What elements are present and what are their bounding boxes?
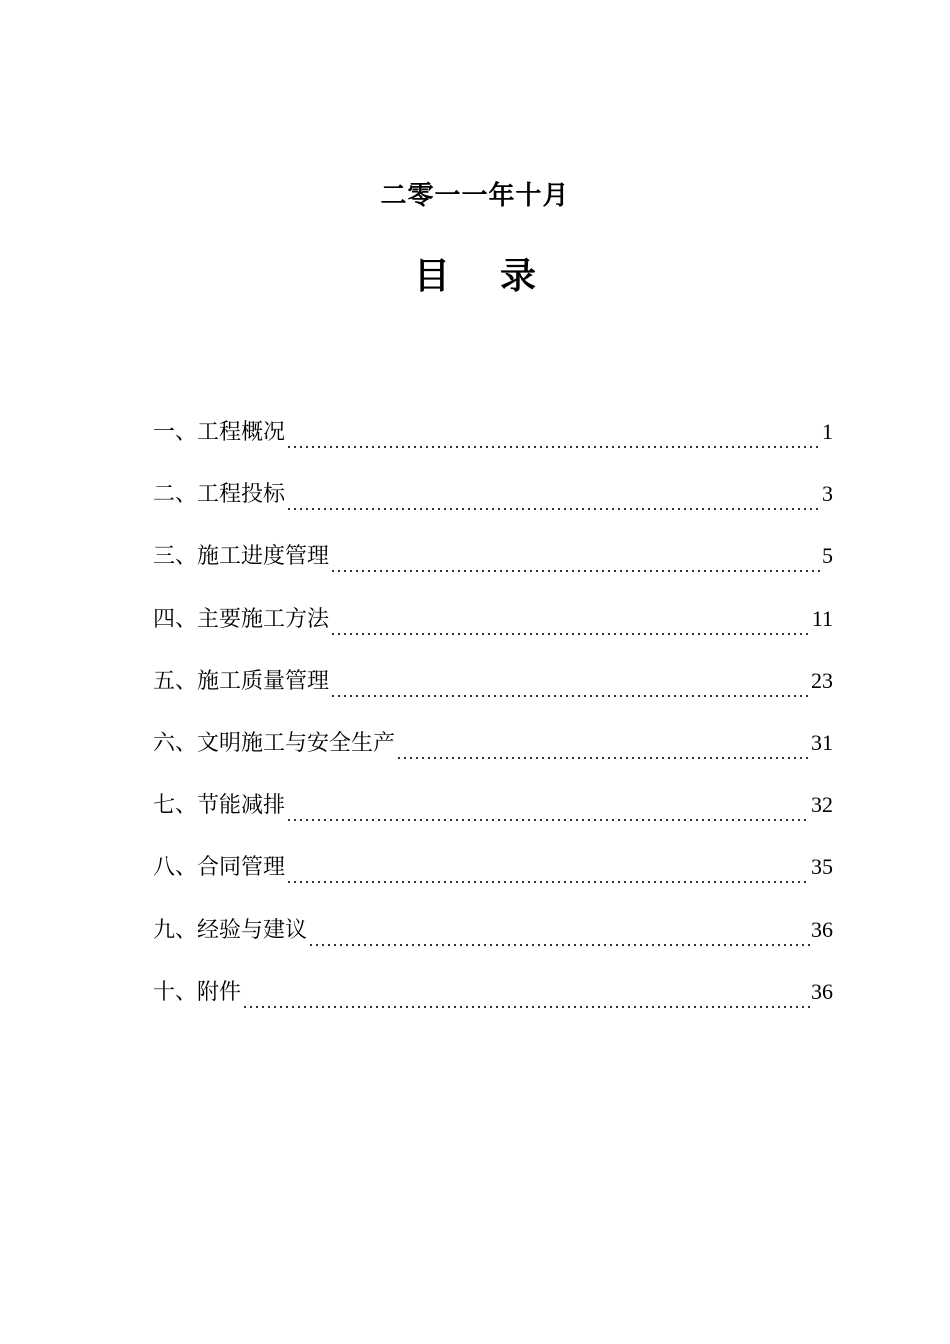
toc-title: 目 录 <box>413 255 537 297</box>
dot-leader <box>396 757 810 759</box>
dot-leader <box>242 1006 810 1008</box>
toc-entry[interactable] <box>153 725 833 787</box>
toc-entry-page: 5 <box>822 543 833 569</box>
toc-entry-label: 九、经验与建议 <box>153 917 308 943</box>
dot-leader <box>286 881 810 883</box>
dot-leader <box>330 695 810 697</box>
dot-leader <box>330 633 811 635</box>
toc-entry-label: 八、合同管理 <box>153 855 286 881</box>
toc-entry-label: 五、施工质量管理 <box>153 668 330 694</box>
toc-entry-label: 七、节能减排 <box>153 793 286 819</box>
dot-leader <box>286 508 821 510</box>
toc-entry[interactable] <box>153 476 833 538</box>
toc-entry-page: 36 <box>811 978 833 1004</box>
toc-entry-label: 六、文明施工与安全生产 <box>153 730 396 756</box>
toc-entry-label: 一、工程概况 <box>153 420 286 445</box>
toc-entry[interactable] <box>153 974 833 1036</box>
toc-entry-label: 三、施工进度管理 <box>153 544 330 570</box>
toc-entry[interactable] <box>153 414 833 476</box>
dot-leader <box>286 446 821 448</box>
toc-entry-page: 32 <box>811 792 833 818</box>
toc-entry[interactable] <box>153 787 833 849</box>
toc-entry-page: 23 <box>811 667 833 693</box>
dot-leader <box>286 819 810 821</box>
toc-entry[interactable] <box>153 849 833 911</box>
toc-entry-page: 3 <box>822 481 833 507</box>
dot-leader <box>308 944 810 946</box>
date-line: 二零一一年十月 <box>380 181 570 211</box>
toc-entry-page: 11 <box>811 605 833 631</box>
toc-entry-label: 四、主要施工方法 <box>153 606 330 632</box>
toc-entry-page: 1 <box>822 419 833 444</box>
table-of-contents <box>153 414 833 1036</box>
dot-leader <box>330 570 821 572</box>
toc-entry[interactable] <box>153 601 833 663</box>
toc-entry-page: 35 <box>811 854 833 880</box>
toc-entry-label: 十、附件 <box>153 979 242 1005</box>
toc-entry-page: 31 <box>811 729 833 755</box>
toc-entry[interactable] <box>153 912 833 974</box>
toc-entry[interactable] <box>153 663 833 725</box>
toc-entry-label: 二、工程投标 <box>153 482 286 508</box>
toc-entry[interactable] <box>153 538 833 600</box>
toc-entry-page: 36 <box>811 916 833 942</box>
